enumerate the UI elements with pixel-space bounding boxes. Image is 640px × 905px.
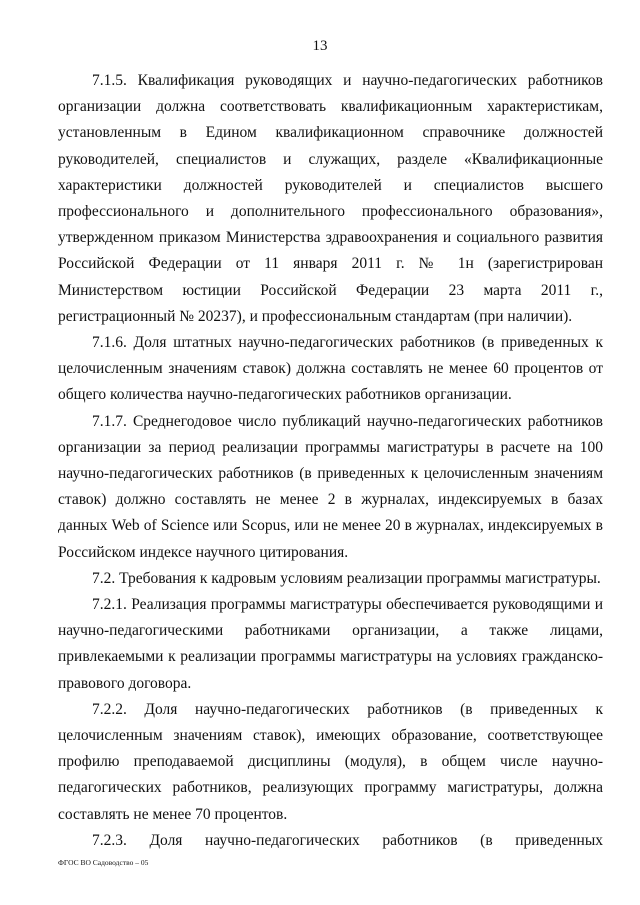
paragraph-7-1-7: 7.1.7. Среднегодовое число публикаций научно-педагогических работников организации за период реализации программы магистратуры в расчете на 100 научно-педагогических работников (в приведенных к целочисленным значениям ставок) должно составлять не менее 2 в журналах, индексируемых в базах данных Web of Science или Scopus, или не менее 20 в журналах, индексируемых в Российском индексе научного цитирования. [58, 412, 603, 561]
page-number: 13 [312, 38, 328, 54]
paragraph-7-2-1: 7.2.1. Реализация программы магистратуры обеспечивается руководящими и научно-педагогическими работниками организации, а также лицами, привлекаемыми к реализации программы магистратуры на условиях гражданско-правового договора. [58, 596, 603, 692]
paragraph-7-2: 7.2. Требования к кадровым условиям реализации программы магистратуры. [92, 569, 601, 587]
document-footer: ФГОС ВО Садоводство – 05 [58, 858, 149, 867]
document-body [58, 68, 603, 854]
paragraph-7-2-3: 7.2.3. Доля научно-педагогических работников (в приведенных [92, 831, 603, 849]
paragraph-7-2-2: 7.2.2. Доля научно-педагогических работников (в приведенных к целочисленным значениям ставок), имеющих образование, соответствующее профилю преподаваемой дисциплины (модуля), в общем числе научно-педагогических работников, реализующих программу магистратуры, должна составлять не менее 70 процентов. [58, 700, 603, 823]
paragraph-7-1-6: 7.1.6. Доля штатных научно-педагогических работников (в приведенных к целочисленным значениям ставок) должна составлять не менее 60 процентов от общего количества научно-педагогических работников организации. [58, 334, 603, 404]
paragraph-7-1-5: 7.1.5. Квалификация руководящих и научно-педагогических работников организации должна соответствовать квалификационным характеристикам, установленным в Едином квалификационном справочнике должностей руководителей, специалистов и служащих, разделе «Квалификационные характеристики должностей руководителей и специалистов высшего профессионального и дополнительного профессионального образования», утвержденном приказом Министерства здравоохранения и социального развития Российской Федерации от 11 января 2011 г. № 1н (зарегистрирован Министерством юстиции Российской Федерации 23 марта 2011 г., регистрационный № 20237), и профессиональным стандартам (при наличии). [58, 72, 603, 325]
